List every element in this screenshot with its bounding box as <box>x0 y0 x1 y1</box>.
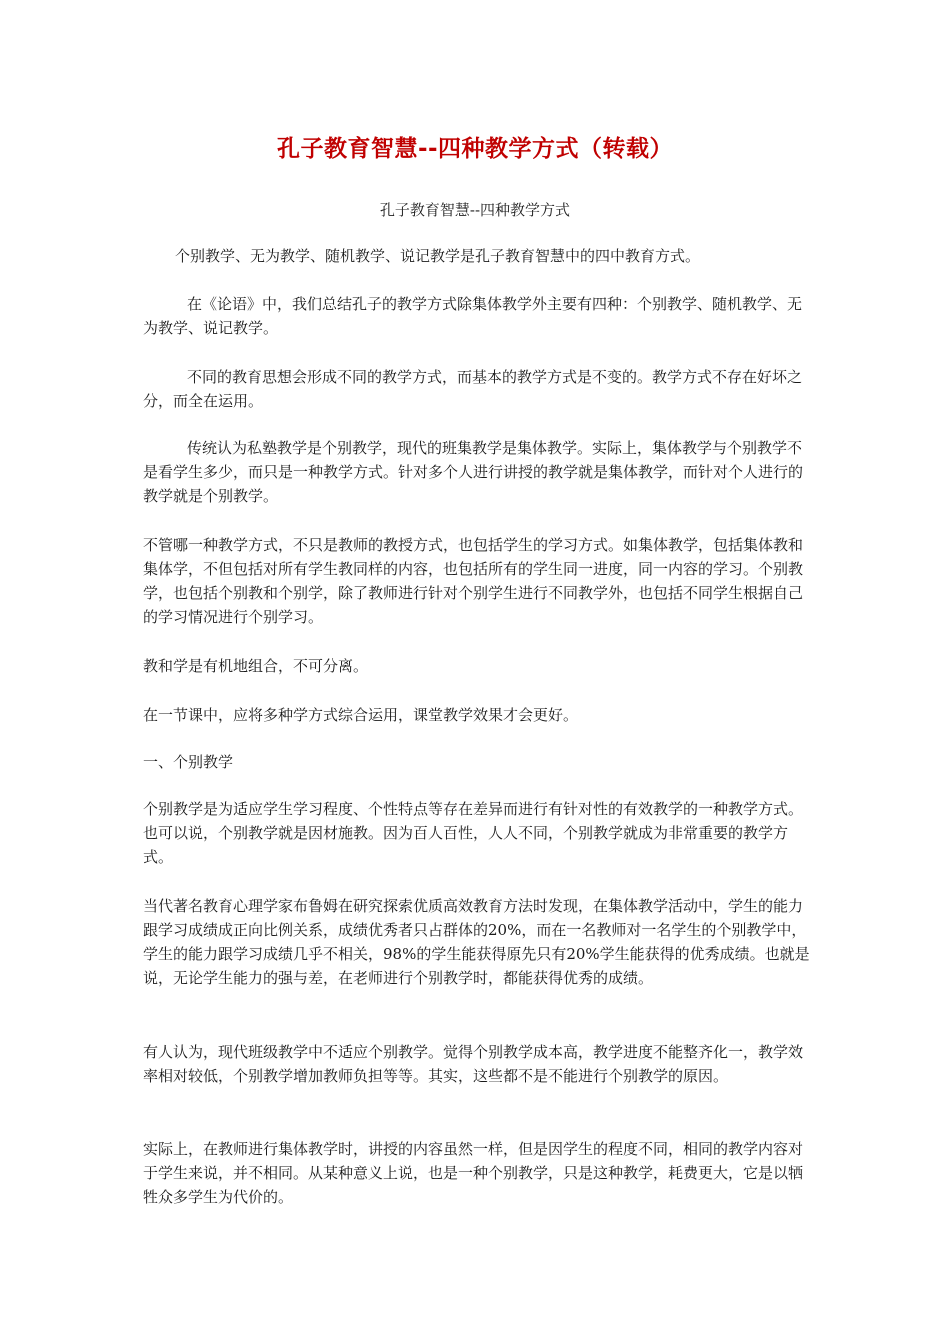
paragraph: 在一节课中，应将多种学方式综合运用，课堂教学效果才会更好。 <box>143 706 579 724</box>
paragraph: 个别教学、无为教学、随机教学、说记教学是孔子教育智慧中的四中教育方式。 <box>175 247 701 265</box>
paragraph: 不管哪一种教学方式，不只是教师的教授方式，也包括学生的学习方式。如集体教学，包括集体教和集体学，不但包括对所有学生教同样的内容，也包括所有的学生同一进度，同一内容的学习。个别教学，也包括个别教和个别学，除了教师进行针对个别学生进行不同教学外，也包括不同学生根据自己的学习情况进行个别学习。 <box>143 536 804 626</box>
paragraph: 传统认为私塾教学是个别教学，现代的班集教学是集体教学。实际上，集体教学与个别教学不是看学生多少，而只是一种教学方式。针对多个人进行讲授的教学就是集体教学，而针对个人进行的教学就是个别教学。 <box>143 439 804 505</box>
paragraph: 在《论语》中，我们总结孔子的教学方式除集体教学外主要有四种：个别教学、随机教学、无为教学、说记教学。 <box>143 295 803 337</box>
paragraph: 不同的教育思想会形成不同的教学方式，而基本的教学方式是不变的。教学方式不存在好坏之分，而全在运用。 <box>143 368 803 410</box>
section-heading: 一、个别教学 <box>143 753 234 771</box>
paragraph: 教和学是有机地组合，不可分离。 <box>143 657 369 675</box>
paragraph: 有人认为，现代班级教学中不适应个别教学。觉得个别教学成本高，教学进度不能整齐化一，教学效率相对较低，个别教学增加教师负担等等。其实，这些都不是不能进行个别教学的原因。 <box>143 1043 804 1085</box>
document-title: 孔子教育智慧--四种教学方式（转载） <box>276 136 674 162</box>
document-subtitle: 孔子教育智慧--四种教学方式 <box>379 201 571 219</box>
paragraph: 实际上，在教师进行集体教学时，讲授的内容虽然一样，但是因学生的程度不同，相同的教学内容对于学生来说，并不相同。从某种意义上说，也是一种个别教学，只是这种教学，耗费更大，它是以牺牲众多学生为代价的。 <box>143 1140 804 1206</box>
paragraph: 个别教学是为适应学生学习程度、个性特点等存在差异而进行有针对性的有效教学的一种教学方式。也可以说，个别教学就是因材施教。因为百人百性，人人不同，个别教学就成为非常重要的教学方式。 <box>143 800 804 866</box>
paragraph: 当代著名教育心理学家布鲁姆在研究探索优质高效教育方法时发现，在集体教学活动中，学生的能力跟学习成绩成正向比例关系，成绩优秀者只占群体的20%，而在一名教师对一名学生的个别教学中，学生的能力跟学习成绩几乎不相关，98%的学生能获得原先只有20%学生能获得的优秀成绩。也就是说，无论学生能力的强与差，在老师进行个别教学时，都能获得优秀的成绩。 <box>143 897 810 987</box>
